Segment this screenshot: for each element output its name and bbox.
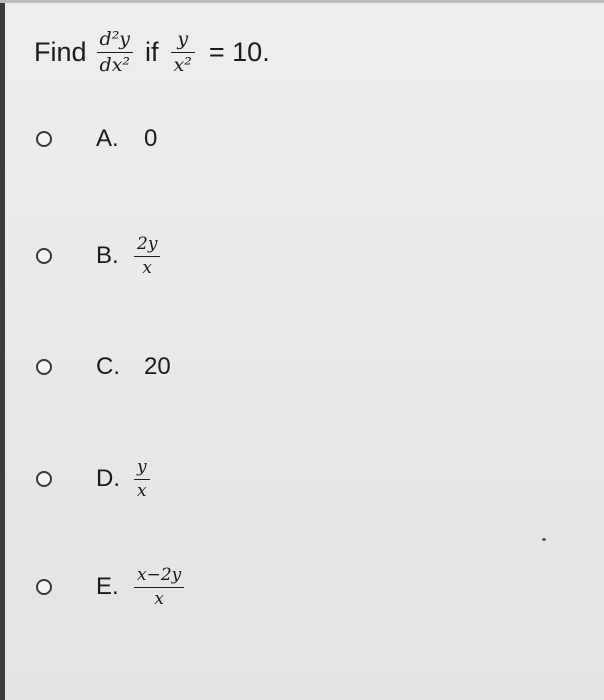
- radio-button-e[interactable]: [36, 579, 52, 595]
- radio-button-b[interactable]: [36, 248, 52, 264]
- derivative-fraction: [97, 29, 134, 76]
- radio-button-c[interactable]: [36, 359, 52, 375]
- derivative-numerator: d²y: [99, 28, 131, 50]
- option-numerator: y: [137, 457, 147, 477]
- option-letter: E.: [96, 573, 119, 601]
- fraction-bar: [171, 52, 195, 54]
- answer-option-d[interactable]: [36, 458, 150, 501]
- fraction-bar: [134, 479, 150, 481]
- option-value: 20: [144, 353, 171, 380]
- window-left-edge: [0, 0, 5, 700]
- derivative-denominator: dx²: [99, 54, 131, 77]
- fraction-bar: [134, 587, 184, 589]
- fraction-bar: [134, 256, 160, 258]
- option-denominator: x: [142, 258, 152, 279]
- given-numerator: y: [177, 28, 189, 50]
- given-equality: = 10.: [208, 37, 270, 68]
- answer-option-b[interactable]: [36, 235, 160, 278]
- question-connector: if: [145, 37, 159, 68]
- screen-smudge: [542, 538, 546, 541]
- answer-option-c[interactable]: [36, 353, 171, 381]
- answer-option-a[interactable]: [36, 125, 157, 153]
- option-fraction: [134, 235, 160, 278]
- option-denominator: x: [137, 481, 147, 502]
- window-top-edge: [0, 0, 604, 3]
- option-letter: B.: [96, 242, 119, 270]
- option-value: 0: [144, 125, 158, 152]
- option-fraction: [134, 566, 184, 609]
- option-letter: D.: [96, 465, 120, 493]
- question-prefix: Find: [34, 37, 87, 68]
- radio-button-a[interactable]: [36, 131, 52, 147]
- option-numerator: 2y: [137, 234, 158, 254]
- given-denominator: x²: [173, 54, 192, 77]
- answer-option-e[interactable]: [36, 566, 184, 609]
- option-numerator: x−2y: [137, 565, 182, 585]
- option-fraction: [134, 458, 150, 501]
- radio-button-d[interactable]: [36, 471, 52, 487]
- option-letter: A.: [96, 125, 119, 152]
- given-fraction: [171, 29, 195, 76]
- fraction-bar: [97, 52, 134, 54]
- option-denominator: x: [154, 589, 164, 610]
- question-prompt: [34, 29, 270, 76]
- option-letter: C.: [96, 353, 120, 380]
